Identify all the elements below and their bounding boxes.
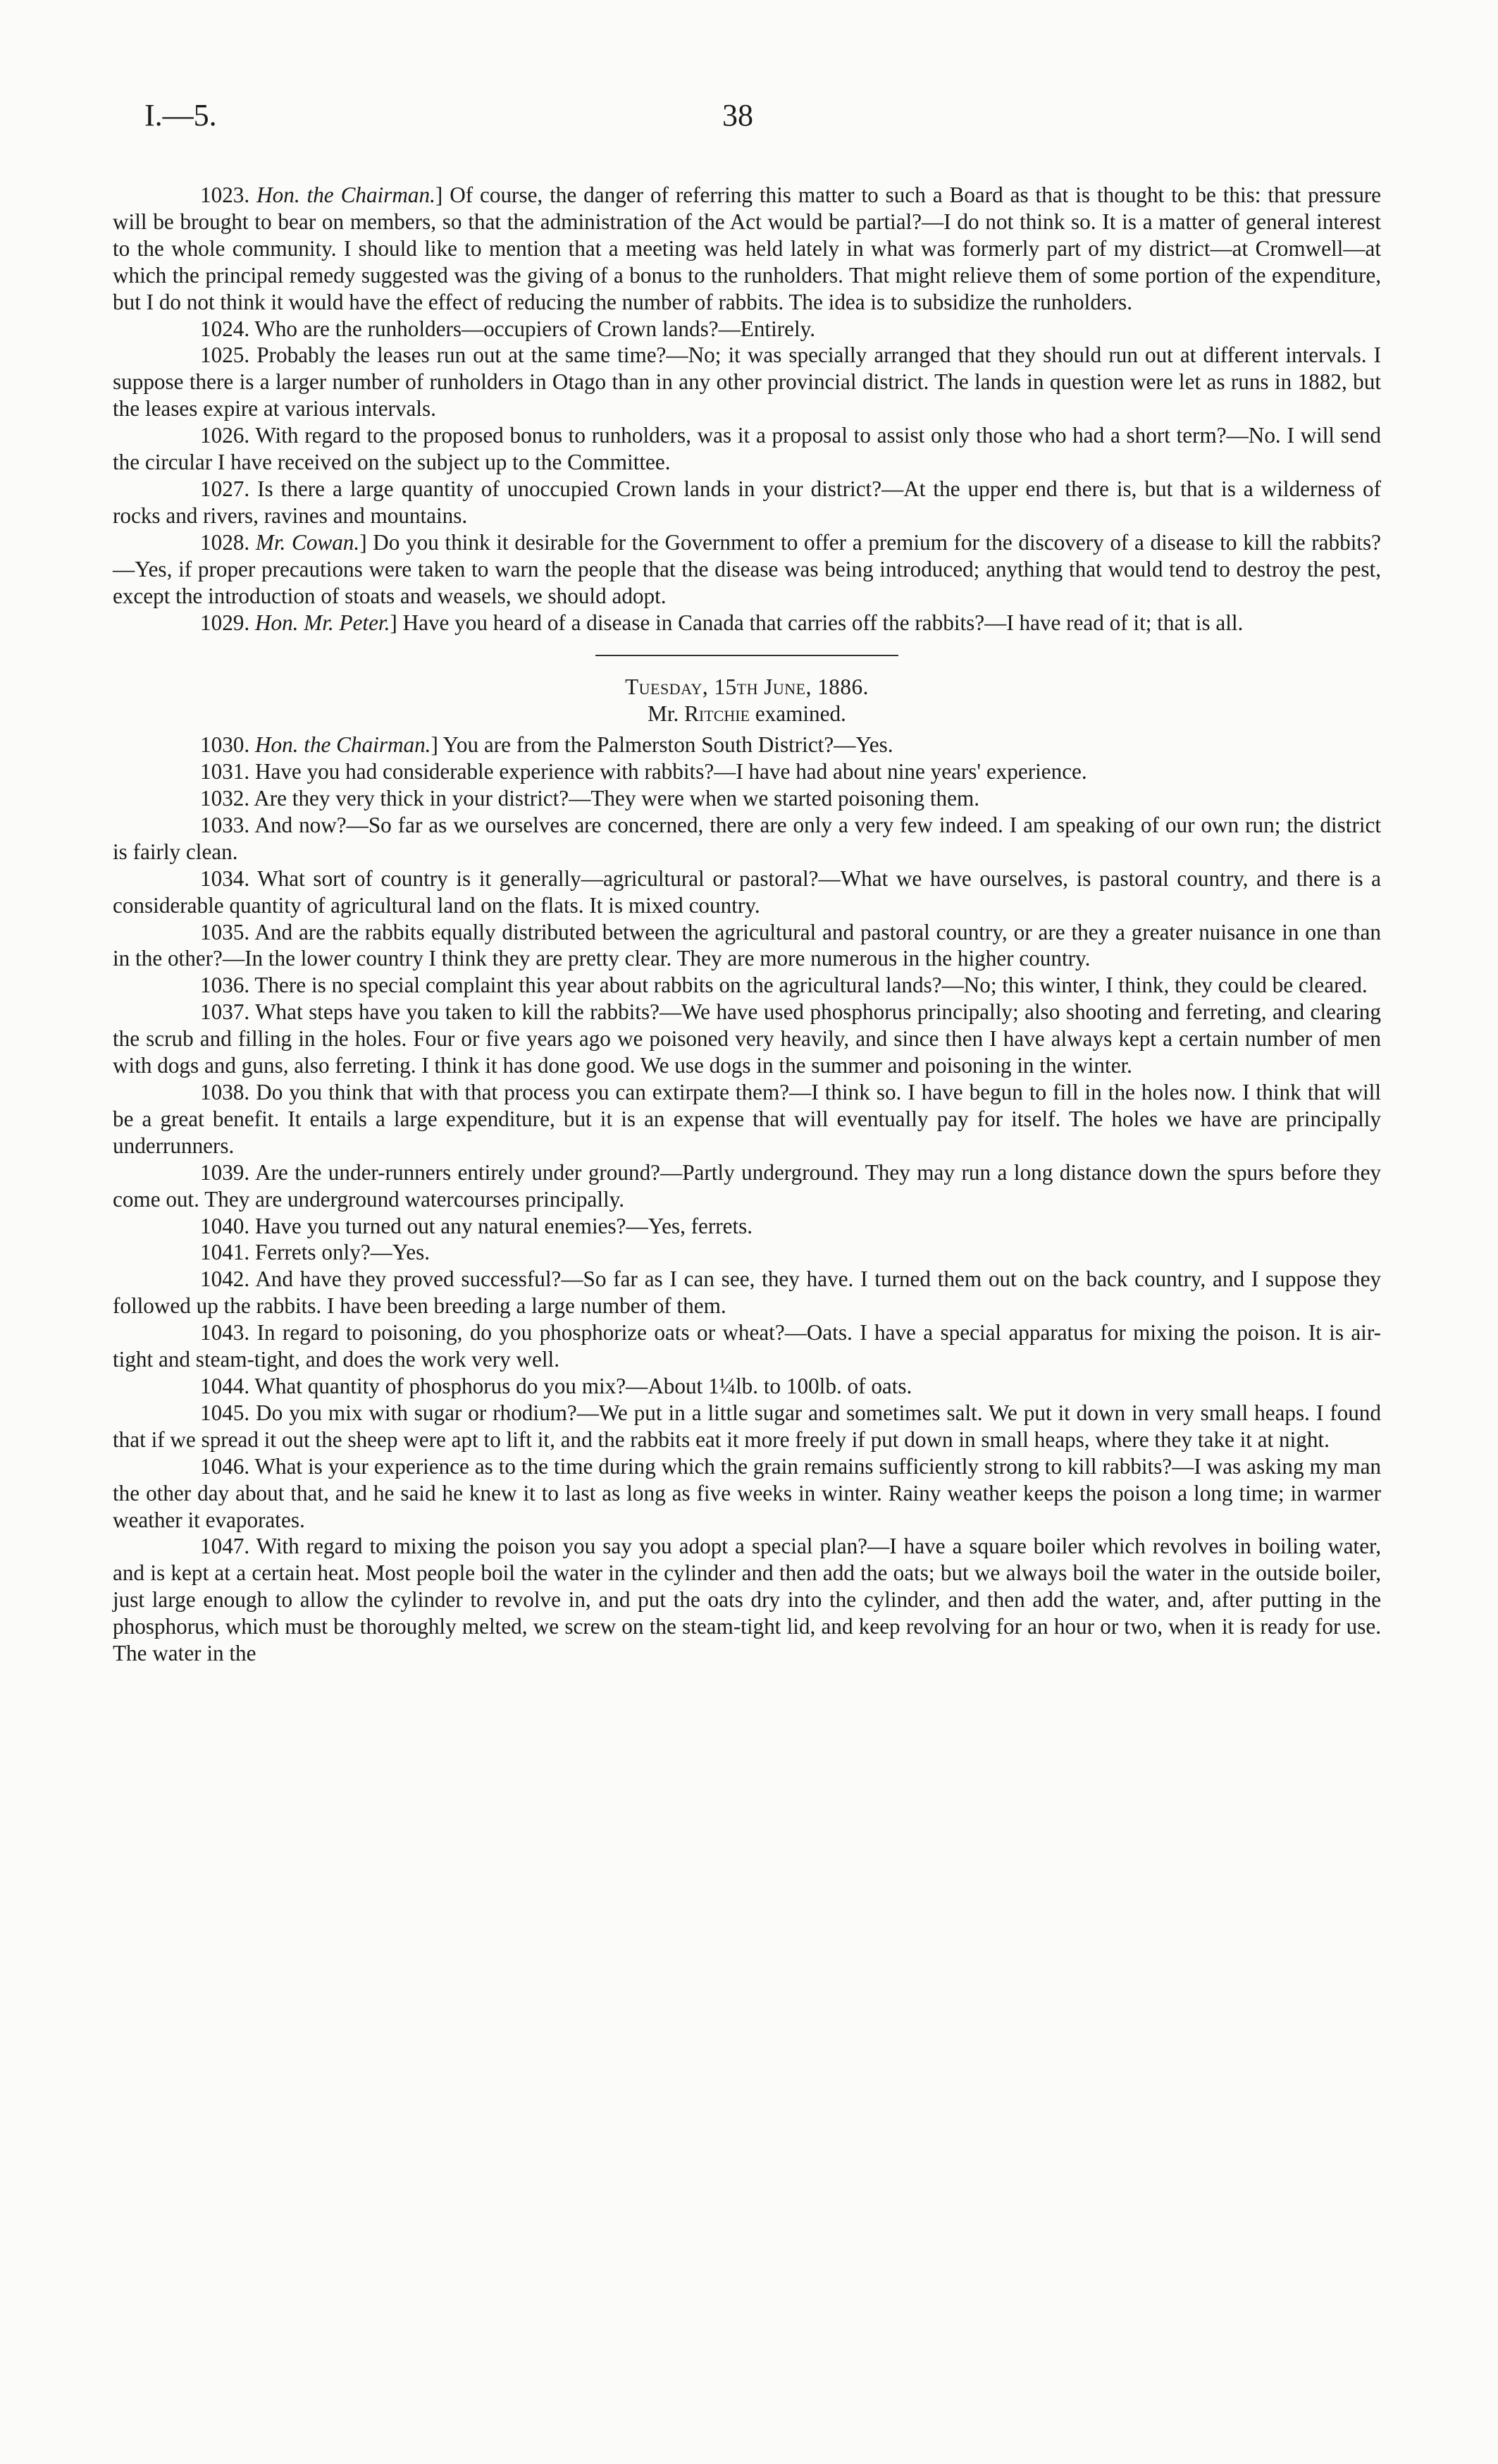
witness-suffix: examined. — [755, 701, 846, 727]
question-text: There is no special complaint this year about rabbits on the agricultural lands?—No; this winter, I think, they could be cleared. — [254, 973, 1368, 998]
question-text: Do you think that with that process you can extirpate them?—I think so. I have begun to fill in the holes now. I think that will be a great benefit. It entails a large expenditure, but it is an expense that will eventually pay for itself. The holes we have are principally underrunners. — [113, 1080, 1382, 1158]
question-text: Are they very thick in your district?—They were when we started poisoning them. — [254, 786, 980, 811]
question-number: 1043. — [200, 1320, 250, 1345]
question-number: 1030. — [200, 732, 250, 758]
question-number: 1038. — [200, 1080, 250, 1104]
question-number: 1023. — [200, 183, 250, 207]
question-text: Is there a large quantity of unoccupied Crown lands in your district?—At the upper end there is, but that is a wilderness of rocks and rivers, ravines and mountains. — [113, 476, 1382, 528]
question-paragraph — [113, 758, 1381, 785]
question-text: And now?—So far as we ourselves are concerned, there are only a very few indeed. I am speaking of our own run; the district is fairly clean. — [113, 812, 1381, 864]
question-text: ] Do you think it desirable for the Government to offer a premium for the discovery of a disease to kill the rabbits?—Yes, if proper precautions were taken to warn the people that the disease was being introduced; anything that would tend to destroy the pest, except the introduction of stoats and weasels, we should adopt. — [113, 529, 1382, 608]
question-text: With regard to mixing the poison you say you adopt a special plan?—I have a square boiler which revolves in boiling water, and is kept at a certain heat. Most people boil the water in the cylinder and then add the oats; but we always boil the water in the outside boiler, just large enough to allow the cylinder to revolve in, and put the oats dry into the cylinder, and then add the water, and, after putting in the phosphorus, which must be thoroughly melted, we screw on the steam-tight lid, and keep revolving for an hour or two, when it is ready for use. The water in the — [113, 1534, 1381, 1666]
question-paragraph — [113, 316, 1381, 343]
date-heading: Tuesday, 15th June, 1886. — [625, 674, 869, 700]
question-number: 1039. — [200, 1159, 250, 1185]
question-number: 1045. — [200, 1400, 250, 1425]
question-text: Have you had considerable experience with rabbits?—I have had about nine years' experience. — [254, 759, 1087, 784]
question-number: 1041. — [200, 1240, 250, 1265]
question-paragraph — [113, 1213, 1381, 1240]
question-text: Probably the leases run out at the same time?—No; it was specially arranged that they should run out at different intervals. I suppose there is a larger number of runholders in Otago than in any other provincial district. The lands in question were let as runs in 1882, but the leases expire at various intervals. — [113, 343, 1382, 421]
question-number: 1034. — [200, 866, 250, 891]
question-paragraph — [113, 422, 1381, 476]
question-paragraph — [113, 610, 1381, 636]
question-text: Are the under-runners entirely under ground?—Partly underground. They may run a long distance down the spurs before they come out. They are underground watercourses principally. — [113, 1159, 1382, 1212]
question-number: 1037. — [200, 999, 250, 1025]
question-text: In regard to poisoning, do you phosphorize oats or wheat?—Oats. I have a special apparatus for mixing the poison. It is air-tight and steam-tight, and does the work very well. — [113, 1320, 1381, 1372]
question-paragraph — [113, 1373, 1381, 1400]
witness-name: Ritchie — [684, 701, 750, 727]
question-paragraph — [113, 866, 1381, 919]
question-text: Have you turned out any natural enemies?—Yes, ferrets. — [254, 1213, 753, 1238]
page-number: 38 — [722, 98, 753, 133]
speaker-name: Hon. the Chairman. — [256, 183, 435, 207]
question-text: And are the rabbits equally distributed between the agricultural and pastoral country, or are they a greater nuisance in one than in the other?—In the lower country I think they are pretty clear. They are more numerous in the higher country. — [113, 919, 1381, 971]
question-number: 1036. — [200, 973, 250, 998]
question-number: 1046. — [200, 1453, 250, 1479]
witness-heading — [113, 701, 1381, 727]
question-paragraph — [113, 972, 1381, 999]
question-text: ] Of course, the danger of referring this matter to such a Board as that is thought to be this: that pressure will be brought to bear on members, so that the administration of the Act would be partial?—I do not think so. It is a matter of general interest to the whole community. I should like to mention that a meeting was held lately in what was formerly part of my district—at Cromwell—at which the principal remedy suggested was the giving of a bonus to the runholders. That might relieve them of some portion of the expenditure, but I do not think it would have the effect of reducing the number of rabbits. The idea is to subsidize the runholders. — [113, 183, 1382, 314]
question-text: ] You are from the Palmerston South District?—Yes. — [431, 732, 893, 758]
question-number: 1033. — [200, 812, 250, 837]
question-text: What quantity of phosphorus do you mix?—About 1¼lb. to 100lb. of oats. — [254, 1373, 912, 1398]
question-number: 1047. — [200, 1534, 250, 1559]
question-paragraph — [113, 342, 1381, 422]
question-paragraph — [113, 1239, 1381, 1266]
question-paragraph — [113, 529, 1381, 610]
question-number: 1026. — [200, 423, 250, 448]
question-text: With regard to the proposed bonus to runholders, was it a proposal to assist only those who had a short term?—No. I will send the circular I have received on the subject up to the Committee. — [113, 423, 1382, 475]
question-paragraph — [113, 1319, 1381, 1373]
question-number: 1028. — [200, 529, 250, 555]
question-text: What sort of country is it generally—agricultural or pastoral?—What we have ourselves, is pastoral country, and there is a considerable quantity of agricultural land on the flats. It is mixed country. — [113, 866, 1381, 918]
testimony-section-2 — [113, 732, 1381, 1667]
document-body — [113, 182, 1381, 1667]
question-number: 1042. — [200, 1267, 250, 1292]
page-identifier: I.—5. — [144, 98, 217, 133]
speaker-name: Hon. the Chairman. — [254, 732, 431, 758]
question-number: 1032. — [200, 786, 250, 811]
testimony-section-1 — [113, 182, 1381, 636]
question-text: Who are the runholders—occupiers of Crown lands?—Entirely. — [254, 316, 816, 341]
question-paragraph — [113, 919, 1381, 973]
question-paragraph — [113, 1159, 1381, 1213]
question-paragraph — [113, 1266, 1381, 1319]
question-number: 1044. — [200, 1373, 250, 1398]
question-paragraph — [113, 732, 1381, 758]
question-number: 1029. — [200, 610, 250, 635]
question-text: Do you mix with sugar or rhodium?—We put in a little sugar and sometimes salt. We put it down in very small heaps. I found that if we spread it out the sheep were apt to lift it, and the rabbits eat it more freely if put down in small heaps, where they take it at night. — [113, 1400, 1381, 1452]
question-paragraph — [113, 1533, 1381, 1667]
speaker-name: Hon. Mr. Peter. — [254, 610, 390, 635]
question-number: 1024. — [200, 316, 250, 341]
question-paragraph — [113, 812, 1381, 866]
question-paragraph — [113, 785, 1381, 812]
question-text: What steps have you taken to kill the rabbits?—We have used phosphorus principally; also shooting and ferreting, and clearing the scrub and filling in the holes. Four or five years ago we poisoned very heavily, and since then I have always kept a certain number of men with dogs and guns, also ferreting. I think it has done good. We use dogs in the summer and poisoning in the winter. — [113, 999, 1381, 1078]
question-paragraph — [113, 999, 1381, 1079]
witness-prefix: Mr. — [648, 701, 679, 727]
question-number: 1031. — [200, 759, 250, 784]
question-text: Ferrets only?—Yes. — [254, 1240, 431, 1265]
question-paragraph — [113, 182, 1381, 316]
question-number: 1040. — [200, 1213, 250, 1238]
question-paragraph — [113, 1079, 1381, 1159]
question-text: ] Have you heard of a disease in Canada that carries off the rabbits?—I have read of it; that is all. — [390, 610, 1244, 635]
question-paragraph — [113, 1453, 1381, 1534]
question-number: 1035. — [200, 919, 250, 944]
question-paragraph — [113, 1400, 1381, 1453]
question-text: What is your experience as to the time during which the grain remains sufficiently strong to kill rabbits?—I was asking my man the other day about that, and he said he knew it to last as long as five weeks in winter. Rainy weather keeps the poison a long time; in warmer weather it evaporates. — [113, 1453, 1381, 1532]
section-divider — [595, 655, 898, 656]
question-number: 1025. — [200, 343, 250, 368]
speaker-name: Mr. Cowan. — [255, 529, 360, 555]
question-text: And have they proved successful?—So far as I can see, they have. I turned them out on the back country, and I suppose they followed up the rabbits. I have been breeding a large number of them. — [113, 1267, 1382, 1319]
question-number: 1027. — [200, 476, 250, 501]
question-paragraph — [113, 476, 1381, 529]
